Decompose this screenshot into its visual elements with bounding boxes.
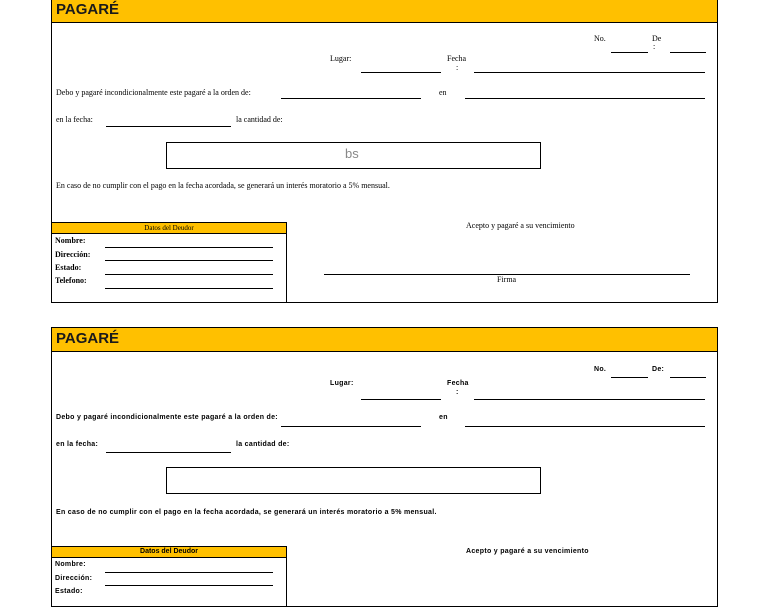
en-fecha-label: en la fecha: [56,115,93,124]
lugar-field[interactable] [361,72,441,73]
de-label: De [652,34,662,43]
orden-text: Debo y pagaré incondicionalmente este pagaré a la orden de: [56,88,251,97]
title-bar [52,0,717,23]
title-bar [52,328,717,352]
nombre-field[interactable] [105,572,273,573]
direccion-field[interactable] [105,260,273,261]
acepto-text: Acepto y pagaré a su vencimiento [466,221,575,230]
orden-text: Debo y pagaré incondicionalmente este pagaré a la orden de: [56,414,278,421]
cantidad-label: la cantidad de: [236,115,283,124]
nombre-label: Nombre: [55,561,86,568]
fecha-label: Fecha [447,54,467,63]
nombre-label: Nombre: [55,236,86,245]
fecha-field[interactable] [474,72,705,73]
deudor-section [52,222,287,303]
fecha-label: Fecha [447,380,469,387]
deudor-section [52,546,287,607]
amount-currency: bs [345,146,359,161]
lugar-label: Lugar: [330,54,352,63]
estado-label: Estado: [55,588,83,595]
pagare-title: PAGARÉ [56,330,120,347]
en-label: en [439,414,448,421]
pagare-title: PAGARÉ [56,1,120,18]
mora-text: En caso de no cumplir con el pago en la fecha acordada, se generará un interés moratorio a 5% mensual. [56,509,437,516]
direccion-label: Dirección: [55,575,93,582]
mora-text: En caso de no cumplir con el pago en la fecha acordada, se generará un interés moratorio a 5% mensual. [56,181,390,190]
de-field[interactable] [670,52,706,53]
cantidad-label: la cantidad de: [236,441,290,448]
no-label: No. [594,366,607,373]
no-label: No. [594,34,606,43]
orden-field[interactable] [281,426,421,427]
amount-field[interactable] [166,142,541,169]
en-field[interactable] [465,426,705,427]
acepto-text: Acepto y pagaré a su vencimiento [466,548,589,555]
deudor-header: Datos del Deudor [52,547,286,558]
amount-field[interactable] [166,467,541,494]
telefono-label: Telefono: [55,276,87,285]
estado-field[interactable] [105,274,273,275]
de-label: De: [652,366,665,373]
direccion-label: Dirección: [55,250,91,259]
no-field[interactable] [611,377,648,378]
en-field[interactable] [465,98,705,99]
telefono-field[interactable] [105,288,273,289]
firma-label: Firma [497,275,517,284]
lugar-label: Lugar: [330,380,354,387]
en-fecha-field[interactable] [106,126,231,127]
en-label: en [439,88,447,97]
de-colon: : [653,42,656,51]
en-fecha-label: en la fecha: [56,441,99,448]
deudor-header: Datos del Deudor [52,223,286,234]
pagare-form-1 [51,0,718,303]
direccion-field[interactable] [105,585,273,586]
fecha-field[interactable] [474,399,705,400]
no-field[interactable] [611,52,648,53]
orden-field[interactable] [281,98,421,99]
fecha-colon: : [456,63,459,72]
estado-label: Estado: [55,263,82,272]
de-field[interactable] [670,377,706,378]
nombre-field[interactable] [105,247,273,248]
pagare-form-2 [51,327,718,607]
lugar-field[interactable] [361,399,441,400]
fecha-colon: : [456,389,459,396]
en-fecha-field[interactable] [106,452,231,453]
